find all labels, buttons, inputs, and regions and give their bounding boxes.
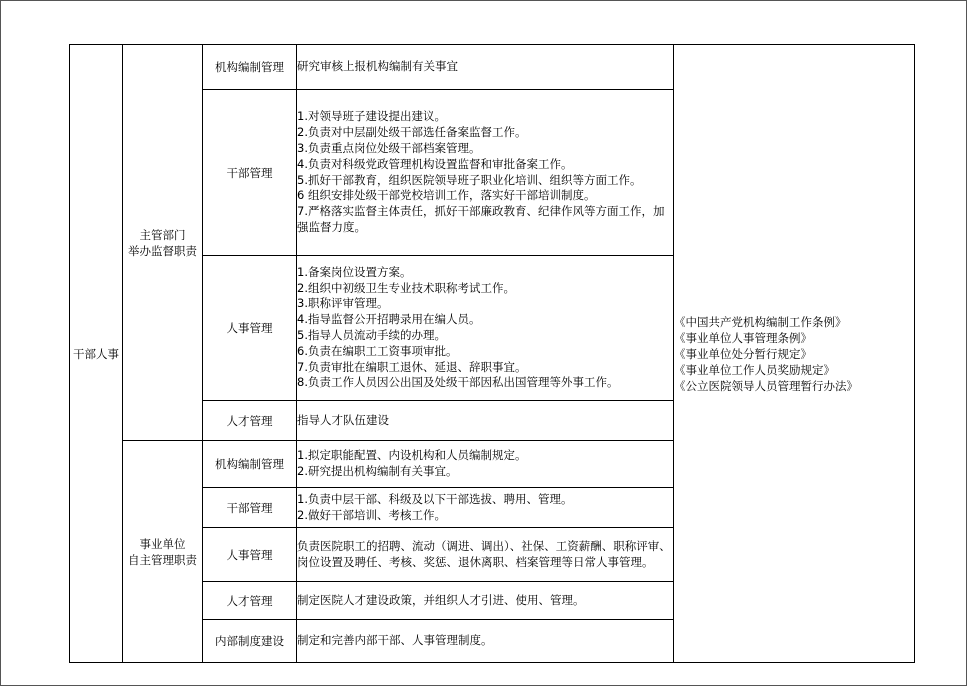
desc-line: 7.负责审批在编职工退休、延退、辞职事宜。 xyxy=(297,359,527,374)
desc-line: 研究审核上报机构编制有关事宜 xyxy=(297,59,458,74)
desc-line: 6 组织安排处级干部党校培训工作，落实好干部培训制度。 xyxy=(297,188,596,203)
group-label-supervisory xyxy=(123,45,203,441)
item-cell: 干部管理 xyxy=(203,90,297,256)
desc-line: 5.指导人员流动手续的办理。 xyxy=(297,328,446,342)
desc-line: 指导人才队伍建设 xyxy=(297,412,389,427)
group-label-line: 主管部门 xyxy=(139,227,186,242)
desc-line: 制定和完善内部干部、人事管理制度。 xyxy=(297,633,493,648)
desc-line: 2.负责对中层副处级干部选任备案监督工作。 xyxy=(297,125,527,140)
desc-line: 8.负责工作人员因公出国及处级干部因私出国管理等外事工作。 xyxy=(297,375,619,390)
regulation-item: 《事业单位人事管理条例》 xyxy=(674,330,812,345)
regulation-item: 《事业单位处分暂行规定》 xyxy=(674,346,812,361)
desc-line: 7.严格落实监督主体责任，抓好干部廉政教育、纪律作风等方面工作，加强监督力度。 xyxy=(297,204,665,234)
desc-cell xyxy=(297,528,674,582)
item-cell: 人才管理 xyxy=(203,401,297,441)
desc-line: 1.负责中层干部、科级及以下干部选拔、聘用、管理。 xyxy=(297,491,573,506)
item-cell: 人事管理 xyxy=(203,528,297,582)
group-label-autonomous xyxy=(123,441,203,663)
desc-cell xyxy=(297,620,674,663)
item-cell: 机构编制管理 xyxy=(203,441,297,488)
regulation-item: 《中国共产党机构编制工作条例》 xyxy=(674,314,847,329)
desc-cell xyxy=(297,441,674,488)
responsibility-table xyxy=(69,44,915,663)
desc-line: 2.研究提出机构编制有关事宜。 xyxy=(297,464,458,478)
item-cell: 内部制度建设 xyxy=(203,620,297,663)
desc-line: 制定医院人才建设政策，并组织人才引进、使用、管理。 xyxy=(297,592,585,607)
item-cell: 人事管理 xyxy=(203,256,297,401)
item-cell: 机构编制管理 xyxy=(203,45,297,90)
regulation-item: 《事业单位工作人员奖励规定》 xyxy=(674,362,835,377)
desc-cell xyxy=(297,90,674,256)
desc-cell xyxy=(297,582,674,620)
item-cell: 人才管理 xyxy=(203,582,297,620)
desc-line: 4.指导监督公开招聘录用在编人员。 xyxy=(297,312,481,327)
basis-cell xyxy=(674,45,915,663)
desc-line: 1.对领导班子建设提出建议。 xyxy=(297,109,446,124)
desc-cell xyxy=(297,45,674,90)
desc-line: 4.负责对科级党政管理机构设置监督和审批备案工作。 xyxy=(297,156,573,171)
desc-line: 负责医院职工的招聘、流动（调进、调出）、社保、工资薪酬、职称评审、岗位设置及聘任、考核、奖惩、退休离职、档案管理等日常人事管理。 xyxy=(297,538,671,569)
desc-line: 3.职称评审管理。 xyxy=(297,296,389,311)
regulation-item: 《公立医院领导人员管理暂行办法》 xyxy=(674,378,858,393)
group-label-line: 自主管理职责 xyxy=(128,552,197,567)
desc-line: 2.组织中初级卫生专业技术职称考试工作。 xyxy=(297,280,515,295)
desc-line: 1.备案岗位设置方案。 xyxy=(297,264,412,279)
table-body xyxy=(70,45,915,663)
item-cell: 干部管理 xyxy=(203,488,297,528)
category-cell: 干部人事 xyxy=(70,45,123,663)
desc-line: 6.负责在编职工工资事项审批。 xyxy=(297,343,458,358)
table-row xyxy=(70,45,915,90)
desc-cell xyxy=(297,401,674,441)
desc-line: 1.拟定职能配置、内设机构和人员编制规定。 xyxy=(297,448,527,463)
desc-line: 3.负责重点岗位处级干部档案管理。 xyxy=(297,140,481,155)
group-label-line: 事业单位 xyxy=(139,536,186,551)
desc-line: 5.抓好干部教育，组织医院领导班子职业化培训、组织等方面工作。 xyxy=(297,172,642,187)
desc-cell xyxy=(297,256,674,401)
desc-cell xyxy=(297,488,674,528)
desc-line: 2.做好干部培训、考核工作。 xyxy=(297,507,446,522)
group-label-line: 举办监督职责 xyxy=(128,243,197,258)
